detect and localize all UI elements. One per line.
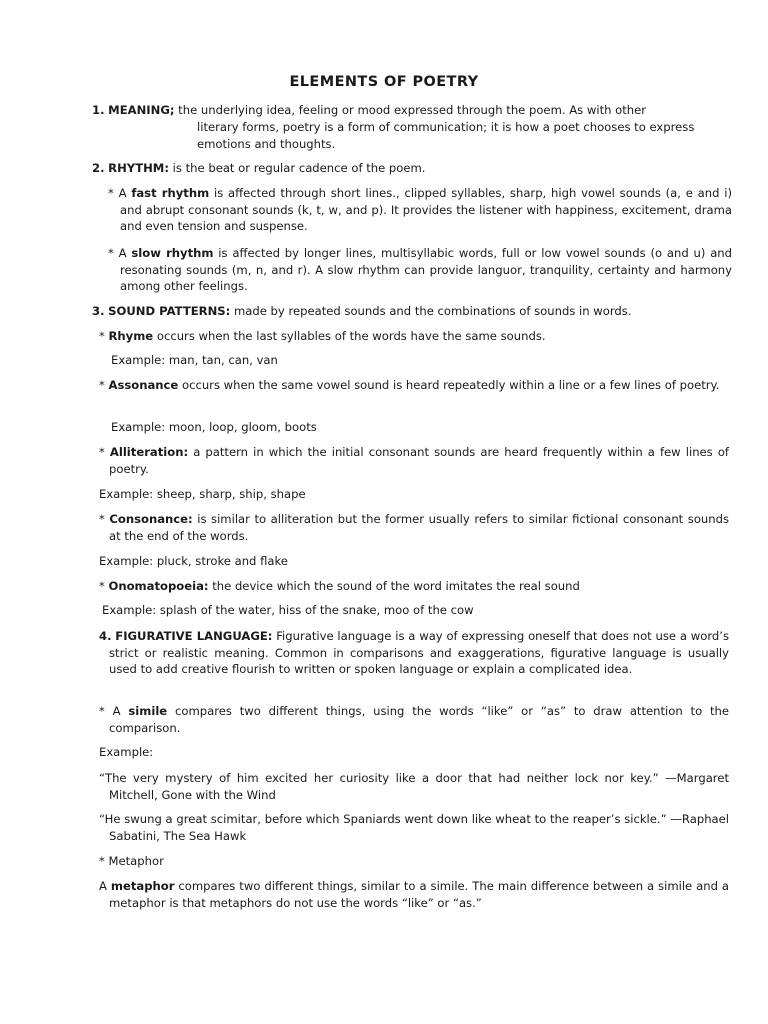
fast-rhythm-term: fast rhythm bbox=[131, 186, 210, 200]
metaphor-label: * Metaphor bbox=[99, 854, 164, 868]
simile-paragraph bbox=[99, 703, 729, 736]
meaning-heading: MEANING; bbox=[108, 103, 175, 117]
figurative-text: Figurative language is a way of expressing oneself that does not use a word’s strict or realistic meaning. Common in comparisons and exaggerations, figurative language is usually used to add creative flourish to written or spoken language or explain a complicated idea. bbox=[109, 629, 729, 677]
sound-heading: SOUND PATTERNS: bbox=[108, 304, 231, 318]
alliteration-bullet: * bbox=[99, 445, 105, 459]
slow-rhythm-term: slow rhythm bbox=[131, 246, 214, 260]
simile-bullet: * A bbox=[99, 704, 121, 718]
slow-rhythm-paragraph bbox=[108, 245, 732, 295]
example-label: Example: bbox=[99, 745, 154, 759]
onomatopoeia-paragraph bbox=[99, 578, 719, 595]
simile-quote-2: “He swung a great scimitar, before which Spaniards went down like wheat to the reaper’s sickle.” —Raphael Sabatini, The Sea Hawk bbox=[99, 812, 729, 843]
meaning-number: 1. bbox=[92, 103, 105, 117]
metaphor-text: compares two different things, similar to a simile. The main difference between a simile and a metaphor is that metaphors do not use the words “like” or “as.” bbox=[109, 879, 730, 910]
metaphor-paragraph bbox=[99, 878, 729, 911]
alliteration-paragraph bbox=[99, 444, 729, 477]
simile-term: simile bbox=[128, 704, 168, 718]
assonance-bullet: * bbox=[99, 378, 105, 392]
meaning-paragraph bbox=[92, 102, 722, 119]
assonance-text: occurs when the same vowel sound is heard repeatedly within a line or a few lines of poetry. bbox=[181, 378, 720, 392]
rhythm-number: 2. bbox=[92, 161, 105, 175]
alliteration-example: Example: sheep, sharp, ship, shape bbox=[99, 487, 306, 501]
sound-number: 3. bbox=[92, 304, 105, 318]
page-title: ELEMENTS OF POETRY bbox=[289, 74, 479, 90]
fast-rhythm-paragraph bbox=[108, 185, 732, 235]
rhythm-text: is the beat or regular cadence of the poem. bbox=[172, 161, 426, 175]
meaning-continuation: literary forms, poetry is a form of communication; it is how a poet chooses to express emotions and thoughts. bbox=[197, 120, 695, 151]
figurative-paragraph bbox=[99, 628, 729, 678]
assonance-example: Example: moon, loop, gloom, boots bbox=[111, 420, 317, 434]
alliteration-term: Alliteration: bbox=[109, 445, 189, 459]
consonance-bullet: * bbox=[99, 512, 105, 526]
simile-quote-1: “The very mystery of him excited her curiosity like a door that had neither lock nor key.” —Margaret Mitchell, Gone with the Wind bbox=[99, 771, 729, 802]
rhyme-text: occurs when the last syllables of the words have the same sounds. bbox=[156, 329, 546, 343]
rhyme-paragraph bbox=[99, 328, 719, 345]
fast-rhythm-text: is affected through short lines., clipped syllables, sharp, high vowel sounds (a, e and i) and abrupt consonant sounds (k, t, w, and p). It provides the listener with happiness, excitement, drama and even tension and suspense. bbox=[120, 186, 733, 234]
meaning-line1: the underlying idea, feeling or mood expressed through the poem. As with other bbox=[178, 103, 647, 117]
consonance-term: Consonance: bbox=[109, 512, 193, 526]
alliteration-text: a pattern in which the initial consonant sounds are heard frequently within a few lines of poetry. bbox=[109, 445, 729, 476]
slow-rhythm-text: is affected by longer lines, multisyllabic words, full or low vowel sounds (o and u) and resonating sounds (m, n, and r). A slow rhythm can provide languor, tranquility, certainty and harmony among other feelings. bbox=[120, 246, 733, 294]
rhythm-heading: RHYTHM: bbox=[108, 161, 169, 175]
rhyme-bullet: * bbox=[99, 329, 105, 343]
metaphor-article: A bbox=[99, 879, 107, 893]
slow-rhythm-bullet: * A bbox=[108, 246, 127, 260]
metaphor-term: metaphor bbox=[110, 879, 175, 893]
onomatopoeia-term: Onomatopoeia: bbox=[108, 579, 209, 593]
assonance-term: Assonance bbox=[108, 378, 179, 392]
assonance-paragraph bbox=[99, 377, 729, 394]
fast-rhythm-bullet: * A bbox=[108, 186, 127, 200]
onomatopoeia-example: Example: splash of the water, hiss of the snake, moo of the cow bbox=[102, 603, 474, 617]
consonance-paragraph bbox=[99, 511, 729, 544]
rhythm-paragraph bbox=[92, 160, 722, 177]
sound-paragraph bbox=[92, 303, 722, 320]
sound-text: made by repeated sounds and the combinations of sounds in words. bbox=[233, 304, 632, 318]
consonance-example: Example: pluck, stroke and flake bbox=[99, 554, 288, 568]
onomatopoeia-bullet: * bbox=[99, 579, 105, 593]
rhyme-term: Rhyme bbox=[108, 329, 154, 343]
simile-text: compares two different things, using the words “like” or “as” to draw attention to the comparison. bbox=[109, 704, 730, 735]
figurative-number: 4. bbox=[99, 629, 112, 643]
onomatopoeia-text: the device which the sound of the word imitates the real sound bbox=[212, 579, 580, 593]
figurative-heading: FIGURATIVE LANGUAGE: bbox=[115, 629, 273, 643]
consonance-text: is similar to alliteration but the former usually refers to similar fictional consonant sounds at the end of the words. bbox=[109, 512, 730, 543]
rhyme-example: Example: man, tan, can, van bbox=[111, 353, 278, 367]
